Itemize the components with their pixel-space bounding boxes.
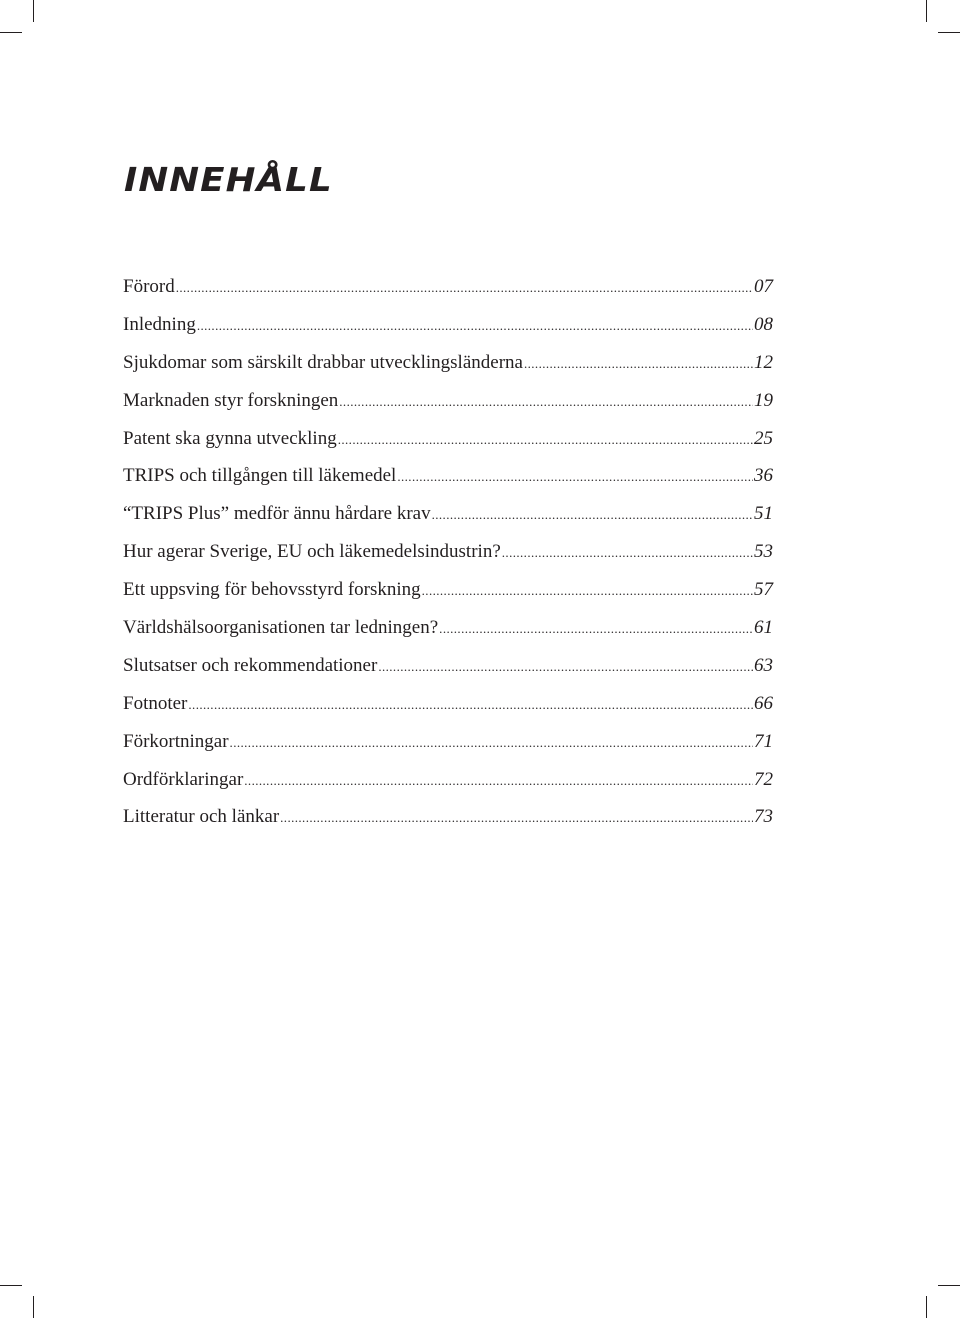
table-of-contents bbox=[123, 268, 773, 836]
crop-mark-top-right-horizontal bbox=[938, 32, 960, 33]
crop-mark-bottom-left-horizontal bbox=[0, 1285, 22, 1286]
toc-entry bbox=[123, 647, 773, 685]
toc-entry bbox=[123, 344, 773, 382]
toc-entry-title: Förord bbox=[123, 276, 175, 297]
toc-entry bbox=[123, 685, 773, 723]
crop-mark-bottom-right-horizontal bbox=[938, 1285, 960, 1286]
toc-dot-leader bbox=[502, 533, 753, 572]
toc-entry-title: Litteratur och länkar bbox=[123, 806, 280, 828]
crop-mark-top-right-vertical bbox=[926, 0, 927, 22]
toc-entry bbox=[123, 495, 773, 533]
toc-page-number: 63 bbox=[754, 654, 773, 676]
toc-page-number: 36 bbox=[754, 465, 773, 487]
toc-entry bbox=[123, 723, 773, 761]
crop-mark-bottom-right-vertical bbox=[926, 1296, 927, 1318]
toc-entry bbox=[123, 306, 773, 344]
toc-entry bbox=[123, 798, 773, 836]
toc-dot-leader bbox=[397, 457, 753, 496]
toc-dot-leader bbox=[230, 723, 753, 762]
toc-entry-title: Hur agerar Sverige, EU och läkemedelsindustrin? bbox=[123, 541, 501, 563]
toc-entry bbox=[123, 533, 773, 571]
toc-entry-title: Förkortningar bbox=[123, 730, 229, 752]
toc-entry-title: Ett uppsving för behovsstyrd forskning bbox=[123, 579, 421, 601]
toc-entry bbox=[123, 382, 773, 420]
toc-page-number: 08 bbox=[754, 313, 773, 335]
toc-entry-title: Världshälsoorganisationen tar ledningen? bbox=[123, 617, 439, 639]
crop-mark-bottom-left-vertical bbox=[33, 1296, 34, 1318]
toc-page-number: 51 bbox=[754, 503, 773, 525]
toc-dot-leader bbox=[524, 344, 753, 383]
toc-dot-leader bbox=[176, 268, 753, 307]
toc-page-number: 53 bbox=[754, 541, 773, 563]
crop-mark-top-left-vertical bbox=[33, 0, 34, 22]
toc-dot-leader bbox=[338, 420, 753, 459]
toc-entry bbox=[123, 420, 773, 458]
toc-dot-leader bbox=[244, 761, 753, 800]
toc-entry bbox=[123, 571, 773, 609]
toc-entry-title: Ordförklaringar bbox=[123, 768, 244, 790]
toc-entry-title: “TRIPS Plus” medför ännu hårdare krav bbox=[123, 503, 431, 525]
toc-entry-title: Inledning bbox=[123, 313, 196, 335]
crop-mark-top-left-horizontal bbox=[0, 32, 22, 33]
toc-page-number: 19 bbox=[754, 389, 773, 411]
toc-page-number: 12 bbox=[754, 351, 773, 373]
toc-dot-leader bbox=[197, 306, 753, 345]
toc-entry bbox=[123, 268, 773, 306]
page-title: INNEHÅLL bbox=[124, 160, 333, 199]
toc-page-number: 61 bbox=[754, 617, 773, 639]
toc-entry-title: Slutsatser och rekommendationer bbox=[123, 654, 378, 676]
toc-page-number: 07 bbox=[754, 276, 773, 297]
toc-entry-title: Patent ska gynna utveckling bbox=[123, 427, 337, 449]
toc-entry bbox=[123, 609, 773, 647]
toc-page-number: 71 bbox=[754, 730, 773, 752]
toc-page-number: 73 bbox=[754, 806, 773, 828]
toc-entry-title: TRIPS och tillgången till läkemedel bbox=[123, 465, 397, 487]
toc-entry-title: Sjukdomar som särskilt drabbar utvecklingsländerna bbox=[123, 351, 523, 373]
toc-page-number: 66 bbox=[754, 692, 773, 714]
toc-dot-leader bbox=[188, 685, 753, 724]
toc-dot-leader bbox=[432, 495, 753, 534]
toc-dot-leader bbox=[422, 571, 753, 610]
toc-page-number: 72 bbox=[754, 768, 773, 790]
toc-dot-leader bbox=[280, 798, 753, 837]
toc-entry-title: Fotnoter bbox=[123, 692, 188, 714]
toc-dot-leader bbox=[378, 647, 753, 686]
toc-entry-title: Marknaden styr forskningen bbox=[123, 389, 339, 411]
toc-page-number: 25 bbox=[754, 427, 773, 449]
toc-entry bbox=[123, 457, 773, 495]
toc-page-number: 57 bbox=[754, 579, 773, 601]
toc-entry bbox=[123, 761, 773, 799]
toc-dot-leader bbox=[339, 382, 753, 421]
toc-dot-leader bbox=[439, 609, 753, 648]
